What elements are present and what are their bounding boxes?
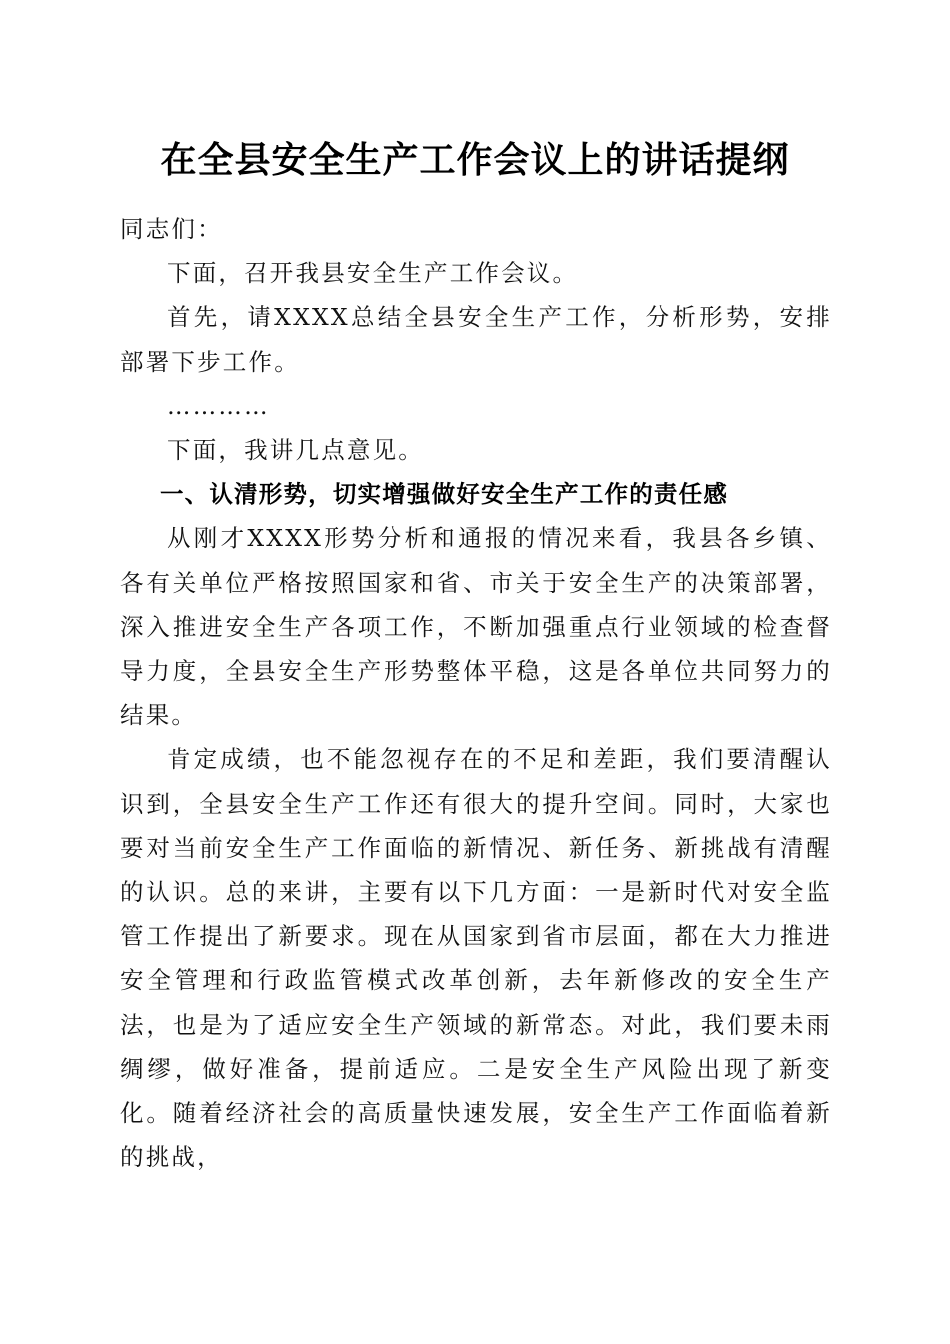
section-heading-1: 一、认清形势，切实增强做好安全生产工作的责任感 <box>159 480 729 509</box>
section1-paragraph-2: 肯定成绩，也不能忽视存在的不足和差距，我们要清醒认识到，全县安全生产工作还有很大的提升空间。同时，大家也要对当前安全生产工作面临的新情况、新任务、新挑战有清醒的认识。总的来讲，主要有以下几方面：一是新时代对安全监管工作提出了新要求。现在从国家到省市层面，都在大力推进安全管理和行政监管模式改革创新，去年新修改的安全生产法，也是为了适应安全生产领域的新常态。对此，我们要未雨绸缪，做好准备，提前适应。二是安全生产风险出现了新变化。随着经济社会的高质量快速发展，安全生产工作面临着新的挑战， <box>120 745 832 1172</box>
document-title: 在全县安全生产工作会议上的讲话提纲 <box>160 139 790 181</box>
paragraph-meeting-open: 下面，召开我县安全生产工作会议。 <box>167 259 579 288</box>
section1-paragraph-1: 从刚才XXXX形势分析和通报的情况来看，我县各乡镇、各有关单位严格按照国家和省、市关于安全生产的决策部署，深入推进安全生产各项工作，不断加强重点行业领域的检查督导力度，全县安全生产形势整体平稳，这是各单位共同努力的结果。 <box>120 524 832 730</box>
document-body <box>120 207 832 1179</box>
paragraph-first-report: 首先，请XXXX总结全县安全生产工作，分析形势，安排部署下步工作。 <box>120 303 832 376</box>
paragraph-ellipsis: ………… <box>167 391 270 420</box>
paragraph-my-opinions: 下面，我讲几点意见。 <box>167 436 424 465</box>
salutation: 同志们： <box>120 215 223 243</box>
